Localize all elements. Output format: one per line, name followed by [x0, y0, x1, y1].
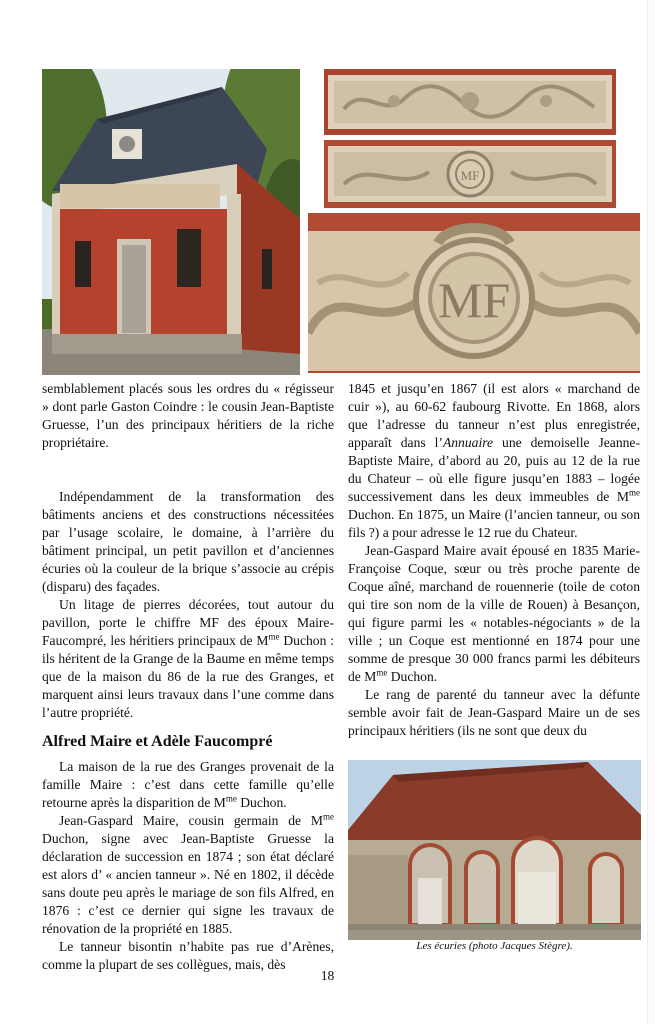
right-column: [348, 380, 640, 740]
page-edge: [647, 0, 655, 1024]
right-paragraph-1: 1845 et jusqu’en 1867 (il est alors « marchand de cuir »), au 60-62 faubourg Rivotte. En 1868, alors que l’adresse du tanneur n’est plus enregistrée, apparaît dans l’Annuaire une demoiselle Jeanne-Baptiste Maire, d’abord au 20, puis au 12 de la rue du Chateur – où elle figure jusqu’en 1883 – logée successivement dans les deux immeubles de $M^{me}$ Duchon. En 1875, un Maire (l’ancien tanneur, ou son fils ?) a pour adresse le 12 rue du Chateur.: [348, 381, 640, 540]
pavilion-photo: [42, 69, 300, 375]
frieze-photo-1: [324, 69, 616, 135]
left-paragraph-6: Le tanneur bisontin n’habite pas rue d’Arènes, comme la plupart de ses collègues, mais, dès: [42, 939, 334, 972]
section-heading: Alfred Maire et Adèle Faucompré: [42, 733, 273, 750]
left-paragraph-5: Jean-Gaspard Maire, cousin germain de $M^{me}$ Duchon, signe avec Jean-Baptiste Gruesse la déclaration de succession en 1874 ; son état déclaré est alors d’ « ancien tanneur ». Né en 1802, il décède sans doute peu après le mariage de son fils Alfred, en 1876 : c’est ce dernier qui signe les travaux de rénovation de la propriété en 1885.: [42, 811, 334, 936]
left-paragraph-4: La maison de la rue des Granges provenait de la famille Maire : c’est dans cette famille qu’elle retourne après la disparition de $M^{me}$ Duchon.: [42, 759, 334, 810]
frieze-photo-2: [324, 140, 616, 208]
small-monogram: MF: [460, 168, 480, 183]
page-number: 18: [320, 968, 335, 983]
monogram-closeup-photo: [308, 213, 640, 373]
large-monogram: MF: [437, 272, 511, 328]
right-paragraph-3: Le rang de parenté du tanneur avec la défunte semble avoir fait de Jean-Gaspard Maire un de ses principaux héritiers (ils ne sont que deux du: [348, 687, 640, 738]
left-column: [42, 380, 334, 974]
stables-caption: Les écuries (photo Jacques Stègre).: [416, 940, 573, 952]
left-paragraph-2: Indépendamment de la transformation des bâtiments anciens et des constructions nécessitées par l’usage scolaire, le domaine, à l’arrière du bâtiment principal, un petit pavillon et d’anciennes écuries où la couleur de la brique s’associe au crépis (disparu) des façades.: [42, 489, 334, 594]
left-paragraph-1: semblablement placés sous les ordres du « régisseur » dont parle Gaston Coindre : le cousin Jean-Baptiste Gruesse, l’un des principaux héritiers de la riche propriétaire.: [42, 381, 334, 450]
stables-photo: [348, 760, 641, 940]
left-paragraph-3: Un litage de pierres décorées, tout autour du pavillon, porte le chiffre MF des époux Maire-Faucompré, les héritiers principaux de $M^{me}$ Duchon : ils héritent de la Grange de la Baume en même temps que de la maison du 86 de la rue des Granges, et marquent ainsi leurs travaux dans l’une comme dans l’autre propriété.: [42, 597, 334, 720]
right-paragraph-2: Jean-Gaspard Maire avait épousé en 1835 Marie-Françoise Coque, sœur ou très proche parente de Coque aîné, marchand de rouennerie (toile de coton qui tire son nom de la ville de Rouen) à Besançon, qui figure parmi les « notables-négociants » de la ville ; un Coque est mentionné en 1874 pour une somme de presque 30 000 francs parmi les débiteurs de $M^{me}$ Duchon.: [348, 543, 640, 684]
